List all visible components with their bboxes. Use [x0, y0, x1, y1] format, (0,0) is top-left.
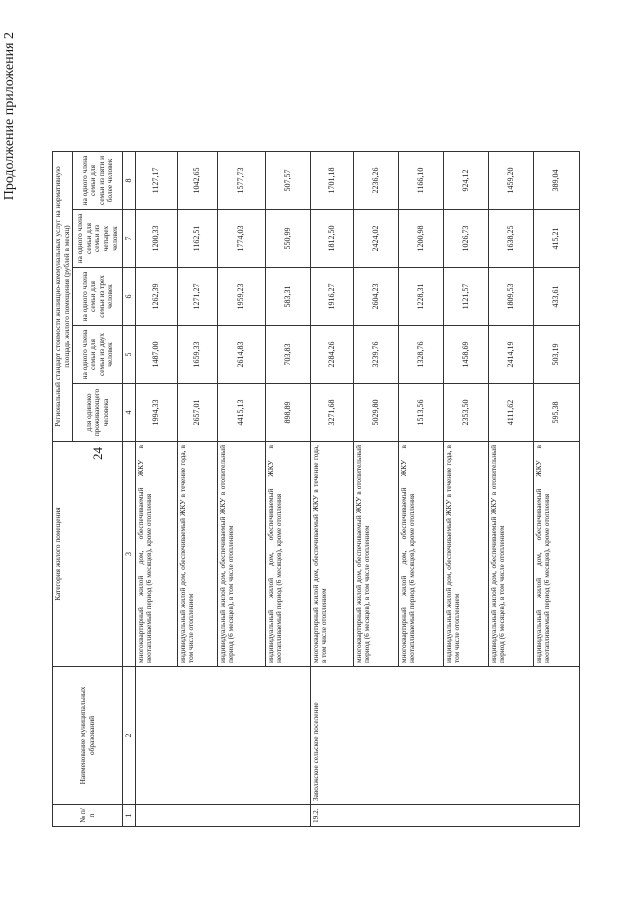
col-number: 1 — [123, 805, 135, 827]
cell-value: 1916,27 — [310, 268, 353, 326]
table-row — [135, 152, 177, 827]
cell-municipality — [533, 667, 579, 805]
header-single: для одиноко проживающего человека — [73, 384, 123, 442]
cell-value: 1638,25 — [488, 210, 533, 268]
cell-category: многоквартирный жилой дом, обеспечиваемый ЖКУ в течение года, в том числе отоплением — [310, 442, 353, 667]
cell-value: 3271,68 — [310, 384, 353, 442]
cell-municipality — [177, 667, 217, 805]
cell-category: многоквартирный жилой дом, обеспечиваемый ЖКУ в неотапливаемый период (6 месяцев), кроме отопления — [398, 442, 443, 667]
cell-num — [398, 805, 443, 827]
cell-value: 1812,50 — [310, 210, 353, 268]
cell-value: 1200,98 — [398, 210, 443, 268]
cell-value: 1200,33 — [135, 210, 177, 268]
table-row — [398, 152, 443, 827]
cell-num — [443, 805, 488, 827]
header-standard-group: Региональный стандарт стоимости жилищно-коммунальных услуг на нормативную площадь жилого помещения (рублей в месяц) — [53, 152, 73, 442]
cell-value: 898,89 — [265, 384, 310, 442]
cell-municipality — [353, 667, 398, 805]
cell-value: 1994,33 — [135, 384, 177, 442]
header-two: на одного члена семьи для семьи из двух человек — [73, 326, 123, 384]
cell-value: 1121,57 — [443, 268, 488, 326]
table-row — [353, 152, 398, 827]
col-number: 2 — [123, 667, 135, 805]
cell-municipality — [398, 667, 443, 805]
cell-value: 1959,23 — [217, 268, 265, 326]
header-category: Категория жилого помещения — [53, 442, 123, 667]
table-row — [177, 152, 217, 827]
header-municipality: Наименование муниципальных образований — [53, 667, 123, 805]
cell-value: 1659,33 — [177, 326, 217, 384]
col-number: 5 — [123, 326, 135, 384]
cell-value: 3239,76 — [353, 326, 398, 384]
cell-value: 389,04 — [533, 152, 579, 210]
cell-value: 2614,83 — [217, 326, 265, 384]
cell-value: 4415,13 — [217, 384, 265, 442]
table-row — [488, 152, 533, 827]
cell-category: индивидуальный жилой дом, обеспечиваемый ЖКУ в неотапливаемый период (6 месяцев), кроме отопления — [533, 442, 579, 667]
table-row — [217, 152, 265, 827]
cell-value: 1262,39 — [135, 268, 177, 326]
cell-category: индивидуальный жилой дом, обеспечиваемый ЖКУ в отопительный период (6 месяцев), в том числе отоплением — [488, 442, 533, 667]
cell-value: 2284,26 — [310, 326, 353, 384]
cell-num — [177, 805, 217, 827]
table-row — [310, 152, 353, 827]
col-number: 4 — [123, 384, 135, 442]
cell-category: индивидуальный жилой дом, обеспечиваемый ЖКУ в течение года, в том числе отоплением — [443, 442, 488, 667]
cell-value: 1774,03 — [217, 210, 265, 268]
cell-num: 19.2. — [310, 805, 353, 827]
cell-value: 1127,17 — [135, 152, 177, 210]
cell-value: 2604,23 — [353, 268, 398, 326]
cell-value: 2424,02 — [353, 210, 398, 268]
col-number: 8 — [123, 152, 135, 210]
cell-value: 1577,73 — [217, 152, 265, 210]
cell-category: многоквартирный жилой дом, обеспечиваемый ЖКУ в отопительный период (6 месяцев), в том числе отоплением — [353, 442, 398, 667]
cell-value: 583,31 — [265, 268, 310, 326]
cell-value: 1042,65 — [177, 152, 217, 210]
header-num: № п/п — [53, 805, 123, 827]
cell-municipality: Заволжское сельское поселение — [310, 667, 353, 805]
col-number: 6 — [123, 268, 135, 326]
cell-municipality — [217, 667, 265, 805]
cell-value: 1459,20 — [488, 152, 533, 210]
cell-municipality — [265, 667, 310, 805]
cell-value: 2657,01 — [177, 384, 217, 442]
table-row — [265, 152, 310, 827]
page-number: 24 — [90, 447, 105, 460]
cell-value: 1487,00 — [135, 326, 177, 384]
cell-value: 2353,50 — [443, 384, 488, 442]
cell-num — [265, 805, 310, 827]
cell-num — [135, 805, 177, 827]
cell-category: индивидуальный жилой дом, обеспечиваемый ЖКУ в течение года, в том числе отоплением — [177, 442, 217, 667]
cell-municipality — [135, 667, 177, 805]
cell-value: 2414,19 — [488, 326, 533, 384]
col-number: 3 — [123, 442, 135, 667]
col-number: 7 — [123, 210, 135, 268]
cell-value: 1228,31 — [398, 268, 443, 326]
cell-value: 2236,26 — [353, 152, 398, 210]
cell-municipality — [443, 667, 488, 805]
header-five: на одного члена семьи для семьи из пяти и более человек — [73, 152, 123, 210]
housing-cost-table — [52, 151, 580, 827]
table-body — [135, 152, 579, 827]
cell-value: 1701,18 — [310, 152, 353, 210]
cell-value: 1026,73 — [443, 210, 488, 268]
cell-value: 1162,51 — [177, 210, 217, 268]
cell-value: 1271,27 — [177, 268, 217, 326]
cell-value: 703,83 — [265, 326, 310, 384]
cell-value: 1809,53 — [488, 268, 533, 326]
cell-value: 433,61 — [533, 268, 579, 326]
table-row — [533, 152, 579, 827]
header-three: на одного члена семьи для семьи из трех человек — [73, 268, 123, 326]
cell-num — [488, 805, 533, 827]
appendix-title: Продолжение приложения 2 — [2, 32, 17, 201]
column-number-row — [123, 152, 135, 827]
cell-municipality — [488, 667, 533, 805]
cell-value: 5029,80 — [353, 384, 398, 442]
header-four: на одного члена семьи для семьи из четырех человек — [73, 210, 123, 268]
cell-value: 550,99 — [265, 210, 310, 268]
cell-category: индивидуальный жилой дом, обеспечиваемый ЖКУ в неотапливаемый период (6 месяцев), кроме отопления — [265, 442, 310, 667]
cell-value: 1458,69 — [443, 326, 488, 384]
cell-value: 1166,10 — [398, 152, 443, 210]
cell-value: 1328,76 — [398, 326, 443, 384]
cell-value: 1513,56 — [398, 384, 443, 442]
cell-value: 4111,62 — [488, 384, 533, 442]
cell-value: 595,38 — [533, 384, 579, 442]
cell-category: многоквартирный жилой дом, обеспечиваемый ЖКУ в неотапливаемый период (6 месяцев), кроме отопления — [135, 442, 177, 667]
cell-category: индивидуальный жилой дом, обеспечиваемый ЖКУ в отопительный период (6 месяцев), в том числе отоплением — [217, 442, 265, 667]
table-row — [443, 152, 488, 827]
cell-value: 503,19 — [533, 326, 579, 384]
cell-value: 415,21 — [533, 210, 579, 268]
cell-value: 924,12 — [443, 152, 488, 210]
cell-value: 507,57 — [265, 152, 310, 210]
cell-num — [533, 805, 579, 827]
cell-num — [217, 805, 265, 827]
cell-num — [353, 805, 398, 827]
